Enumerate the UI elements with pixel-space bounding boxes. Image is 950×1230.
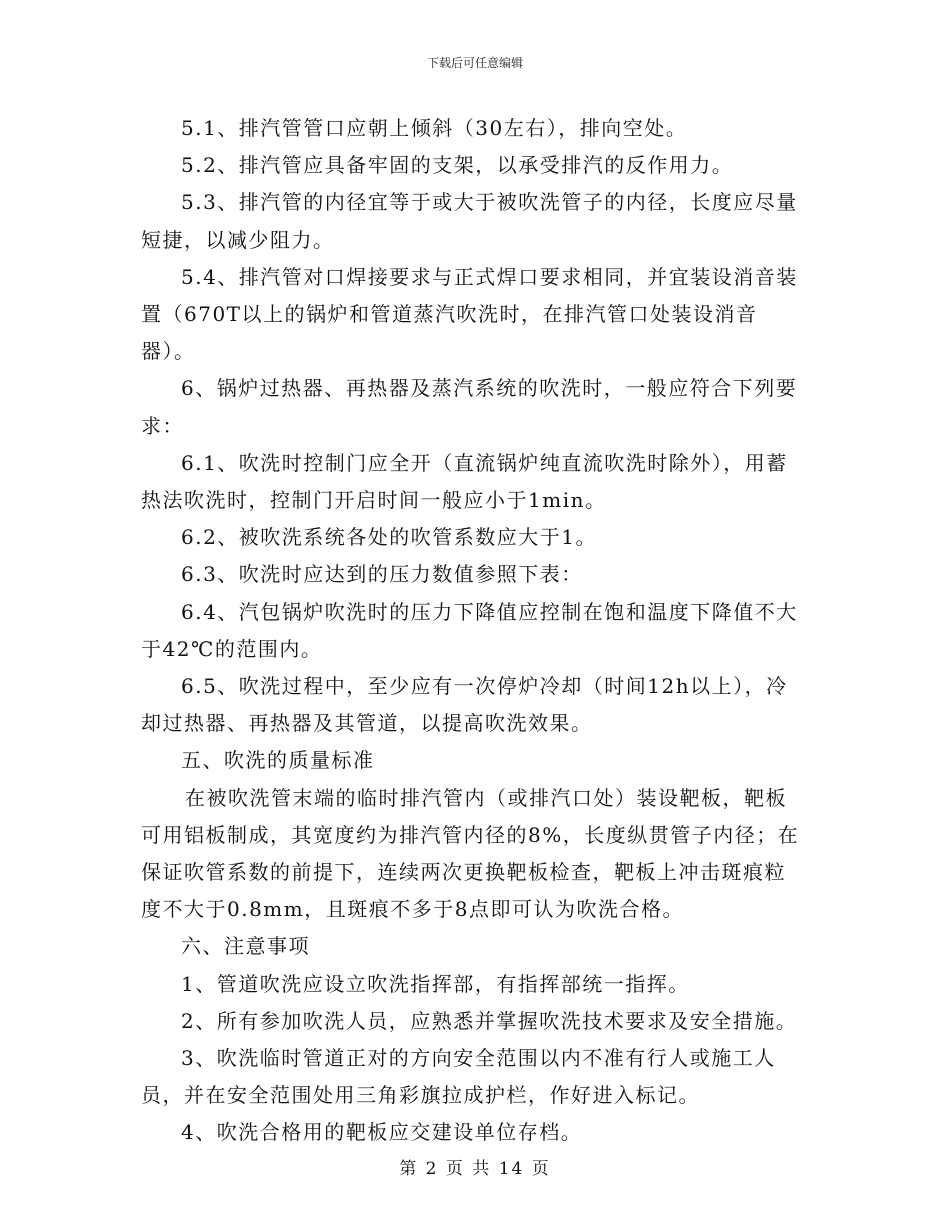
paragraph-5-1: 5.1、排汽管管口应朝上倾斜（30左右），排向空处。 xyxy=(181,116,688,140)
quality-line-2: 可用铝板制成，其宽度约为排汽管内径的8%，长度纵贯管子内径；在 xyxy=(141,822,800,847)
quality-line-1: 在被吹洗管末端的临时排汽管内（或排汽口处）装设靶板，靶板 xyxy=(185,785,787,810)
paragraph-6-2: 6.2、被吹洗系统各处的吹管系数应大于1。 xyxy=(181,525,598,550)
paragraph-5-2: 5.2、排汽管应具备牢固的支架，以承受排汽的反作用力。 xyxy=(181,153,734,178)
note-1: 1、管道吹洗应设立吹洗指挥部，有指挥部统一指挥。 xyxy=(181,971,690,996)
paragraph-6: 6、锅炉过热器、再热器及蒸汽系统的吹洗时，一般应符合下列要求： xyxy=(141,376,798,438)
paragraph-5-4: 5.4、排汽管对口焊接要求与正式焊口要求相同，并宜装设消音装置（670T以上的锅炉和管道蒸汽吹洗时，在排汽管口处装设消音器）。 xyxy=(141,264,798,364)
section-heading-quality: 五、吹洗的质量标准 xyxy=(181,748,375,773)
document-body xyxy=(141,110,809,1152)
paragraph-6-4: 6.4、汽包锅炉吹洗时的压力下降值应控制在饱和温度下降值不大于42℃的范围内。 xyxy=(141,599,798,661)
quality-line-4: 度不大于0.8mm，且斑痕不多于8点即可认为吹洗合格。 xyxy=(141,897,684,922)
page-header: 下载后可任意编辑 xyxy=(426,56,523,70)
note-2: 2、所有参加吹洗人员，应熟悉并掌握吹洗技术要求及安全措施。 xyxy=(181,1008,798,1033)
paragraph-6-3: 6.3、吹洗时应达到的压力数值参照下表： xyxy=(181,562,583,587)
quality-line-3: 保证吹管系数的前提下，连续两次更换靶板检查，靶板上冲击斑痕粒 xyxy=(141,860,786,885)
note-3: 3、吹洗临时管道正对的方向安全范围以内不准有行人或施工人员，并在安全范围处用三角彩旗拉成护栏，作好进入标记。 xyxy=(141,1046,776,1108)
paragraph-5-3: 5.3、排汽管的内径宜等于或大于被吹洗管子的内径，长度应尽量短捷，以减少阻力。 xyxy=(141,190,798,252)
paragraph-6-1: 6.1、吹洗时控制门应全开（直流锅炉纯直流吹洗时除外），用蓄热法吹洗时，控制门开启时间一般应小于1min。 xyxy=(141,450,788,513)
page-footer: 第 2 页 共 14 页 xyxy=(399,1159,551,1179)
note-4: 4、吹洗合格用的靶板应交建设单位存档。 xyxy=(181,1120,583,1145)
paragraph-6-5: 6.5、吹洗过程中，至少应有一次停炉冷却（时间12h以上），冷却过热器、再热器及其管道，以提高吹洗效果。 xyxy=(141,674,788,736)
section-heading-notes: 六、注意事项 xyxy=(181,934,310,959)
